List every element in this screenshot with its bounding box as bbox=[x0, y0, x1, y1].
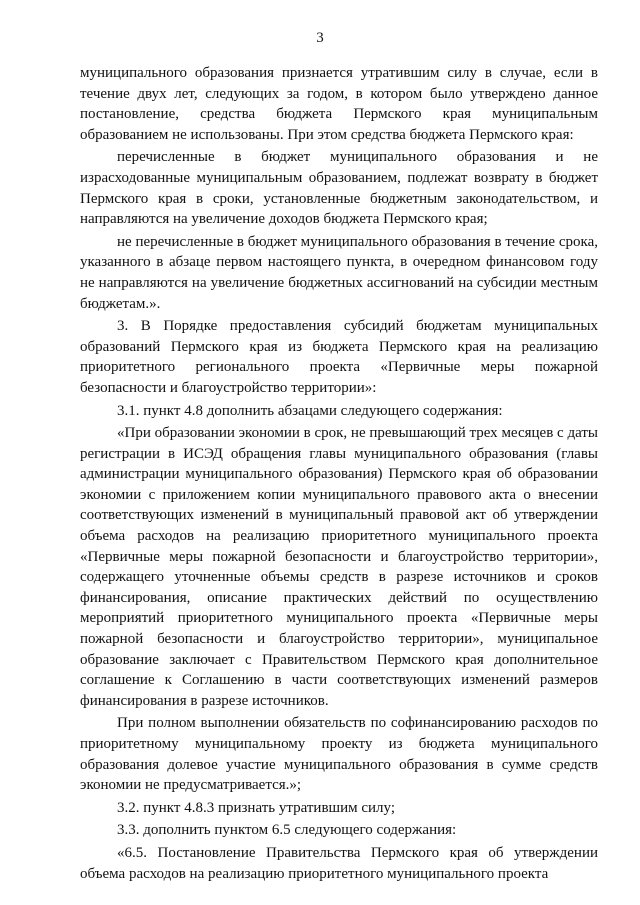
paragraph-savings-procedure: «При образовании экономии в срок, не превышающий трех месяцев с даты регистрации в ИСЭД обращения главы муниципального образования (главы администрации муниципального образования) Пермского края об образовании экономии с приложением копии муниципального правового акта о внесении соответствующих изменений в муниципальный правовой акт об утверждении объема расходов на реализацию приоритетного муниципального проекта «Первичные меры пожарной безопасности и благоустройство территории», содержащего уточненные объемы средств в разрезе источников и сроков финансирования, описание практических действий по осуществлению мероприятий приоритетного муниципального проекта «Первичные меры пожарной безопасности и благоустройство территории», муниципальное образование заключает с Правительством Пермского края дополнительное соглашение к Соглашению в части соответствующих изменений размеров финансирования в разрезе источников. bbox=[80, 425, 598, 709]
paragraph-item-3-3: 3.3. дополнить пунктом 6.5 следующего содержания: bbox=[117, 822, 457, 839]
paragraph-unallocated-funds: не перечисленные в бюджет муниципального образования в течение срока, указанного в абзаце первом настоящего пункта, в очередном финансовом году не направляются на увеличение бюджетных ассигнований на субсидии местным бюджетам.». bbox=[80, 233, 598, 312]
paragraph-item-6-5: «6.5. Постановление Правительства Пермского края об утверждении объема расходов на реализацию приоритетного муниципального проекта bbox=[80, 844, 598, 882]
paragraph-item-3-2: 3.2. пункт 4.8.3 признать утратившим силу; bbox=[117, 799, 396, 816]
paragraph-continuation: муниципального образования признается утратившим силу в случае, если в течение двух лет, следующих за годом, в котором было утверждено данное постановление, средства бюджета Пермского края муниципальным образованием не использованы. При этом средства бюджета Пермского края: bbox=[80, 65, 598, 143]
paragraph-cofinancing: При полном выполнении обязательств по софинансированию расходов по приоритетному муниципальному проекту из бюджета муниципального образования долевое участие муниципального образования в сумме средств экономии не предусматривается.»; bbox=[80, 715, 598, 794]
document-body bbox=[80, 63, 598, 886]
paragraph-item-3-1: 3.1. пункт 4.8 дополнить абзацами следующего содержания: bbox=[117, 402, 503, 419]
paragraph-returned-funds: перечисленные в бюджет муниципального образования и не израсходованные муниципальным образованием, подлежат возврату в бюджет Пермского края в сроки, установленные бюджетным законодательством, и направляются на увеличение доходов бюджета Пермского края; bbox=[80, 149, 598, 228]
paragraph-item-3: 3. В Порядке предоставления субсидий бюджетам муниципальных образований Пермского края из бюджета Пермского края на реализацию приоритетного регионального проекта «Первичные меры пожарной безопасности и благоустройство территории»: bbox=[80, 318, 598, 396]
page-number: 3 bbox=[316, 30, 324, 46]
